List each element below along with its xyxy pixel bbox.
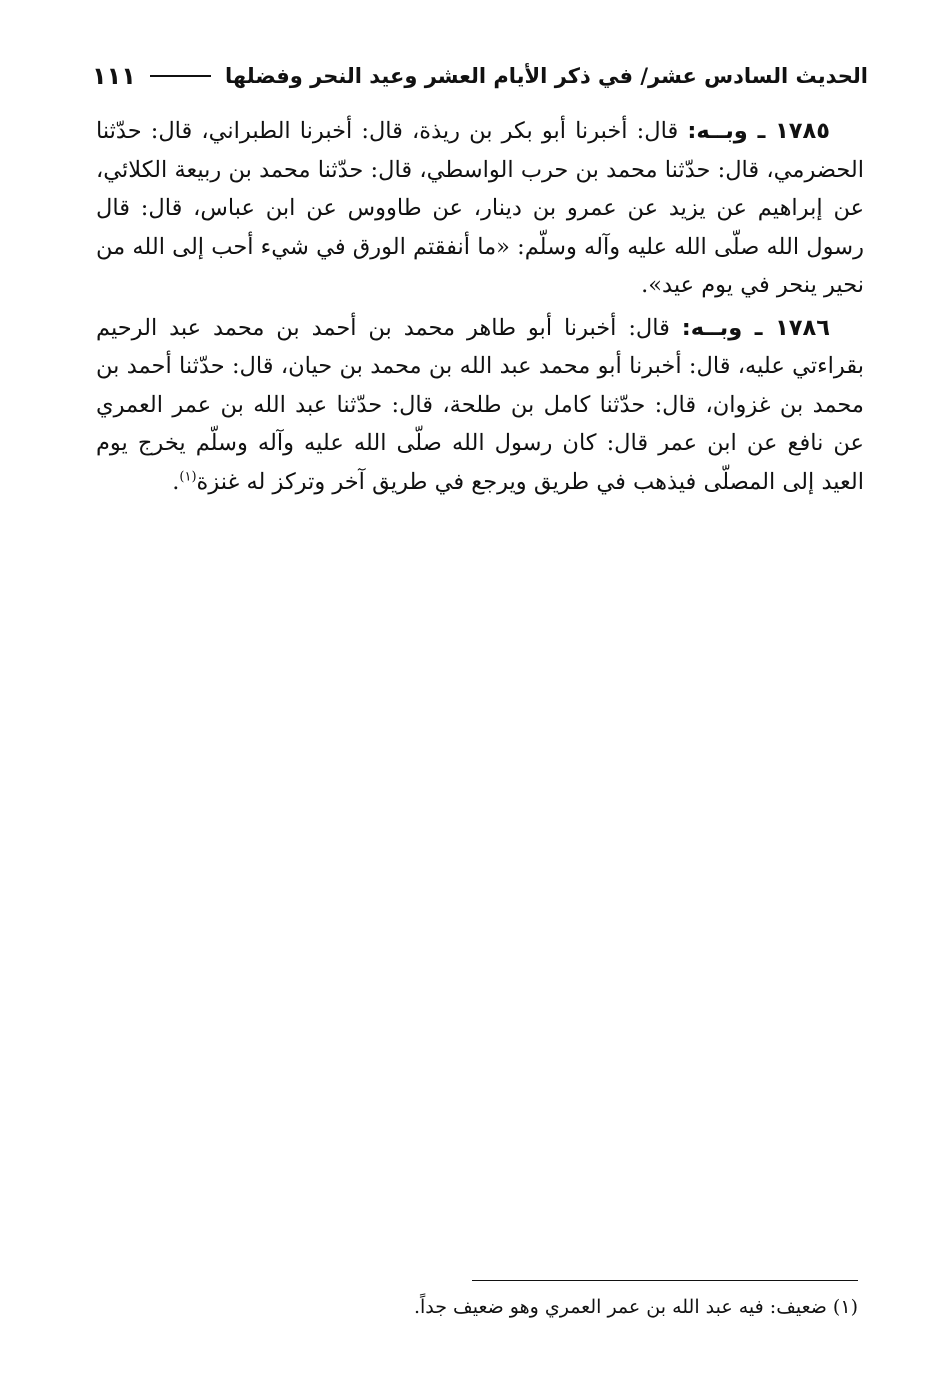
hadith-1786 — [96, 309, 864, 502]
running-header — [92, 56, 868, 96]
footnote-separator — [472, 1280, 858, 1281]
hadith-number: ١٧٨٦ ـ وبــه: — [681, 314, 830, 341]
hadith-number: ١٧٨٥ ـ وبــه: — [687, 118, 830, 144]
hadith-1785 — [96, 112, 864, 305]
page-number: ١١١ — [92, 62, 136, 90]
hadith-text: قال: أخبرنا أبو طاهر محمد بن أحمد بن محمد عبد الرحيم بقراءتي عليه، قال: أخبرنا أبو محمد عبد الله بن محمد بن حيان، قال: حدّثنا أحمد بن محمد بن غزوان، قال: حدّثنا كامل بن طلحة، قال: حدّثنا عبد الله بن عمر العمري عن نافع عن ابن عمر قال: كان رسول الله صلّى الله عليه وآله وسلّم يخرج يوم العيد إلى المصلّى فيذهب في طريق ويرجع في طريق آخر وتركز له غنزة — [96, 314, 864, 495]
footnote-reference[interactable]: (١) — [179, 469, 197, 484]
chapter-title: الحديث السادس عشر/ في ذكر الأيام العشر وعيد النحر وفضلها — [225, 64, 868, 88]
hadith-ending: . — [172, 468, 180, 495]
footnote-1: (١) ضعيف: فيه عبد الله بن عمر العمري وهو ضعيف جداً. — [413, 1296, 858, 1318]
header-rule — [150, 75, 211, 77]
main-text — [96, 112, 864, 505]
hadith-text: قال: أخبرنا أبو بكر بن ريذة، قال: أخبرنا الطبراني، قال: حدّثنا الحضرمي، قال: حدّثنا محمد بن حرب الواسطي، قال: حدّثنا محمد بن ربيعة الكلائي، عن إبراهيم عن يزيد عن عمرو بن دينار، عن طاووس عن ابن عباس، قال: قال رسول الله صلّى الله عليه وآله وسلّم: «ما أنفقتم الورق في شيء أحب إلى الله من نحير ينحر في يوم عيد». — [96, 118, 864, 298]
